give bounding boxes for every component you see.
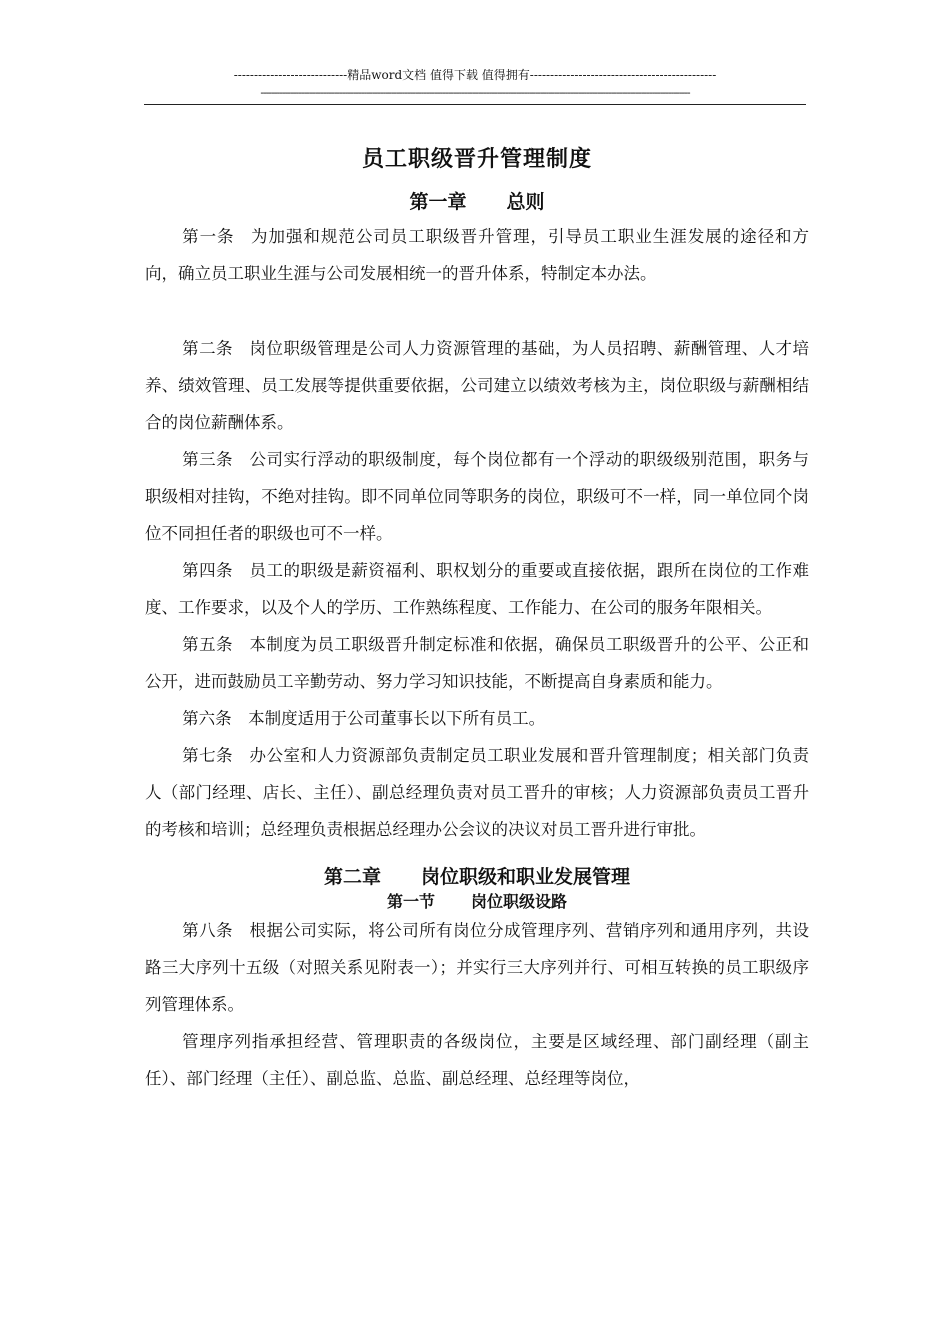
- article-5-label: 第五条: [182, 635, 234, 654]
- document-title: 员工职级晋升管理制度: [361, 146, 592, 172]
- article-1-label: 第一条: [182, 227, 235, 246]
- section-1-heading: [145, 889, 809, 912]
- header-rule: [144, 104, 806, 105]
- chapter-1-heading: [145, 187, 809, 214]
- article-4-label: 第四条: [182, 561, 234, 580]
- article-8-text: 根据公司实际，将公司所有岗位分成管理序列、营销序列和通用序列，共设路三大序列十五级（对照关系见附表一）；并实行三大序列并行、可相互转换的员工职级序列管理体系。: [145, 921, 810, 1014]
- article-7-label: 第七条: [182, 746, 234, 765]
- article-5-text: 本制度为员工职级晋升制定标准和依据，确保员工职级晋升的公平、公正和公开，进而鼓励员工辛勤劳动、努力学习知识技能，不断提高自身素质和能力。: [145, 635, 810, 691]
- article-5: [145, 626, 809, 700]
- header-dashed-line: --------------------------------------------------------------------------------------------------------------------------------------------------------------: [260, 86, 690, 99]
- article-3-label: 第三条: [182, 450, 234, 469]
- article-3-text: 公司实行浮动的职级制度，每个岗位都有一个浮动的职级级别范围，职务与职级相对挂钩，不绝对挂钩。即不同单位同等职务的岗位，职级可不一样，同一单位同个岗位不同担任者的职级也可不一样。: [145, 450, 810, 543]
- article-8-label: 第八条: [182, 921, 234, 940]
- article-7-text: 办公室和人力资源部负责制定员工职业发展和晋升管理制度；相关部门负责人（部门经理、店长、主任）、副总经理负责对员工晋升的审核；人力资源部负责员工晋升的考核和培训；总经理负责根据总经理办公会议的决议对员工晋升进行审批。: [145, 746, 810, 839]
- chapter-1-name: 总则: [506, 191, 545, 213]
- article-2-text: 岗位职级管理是公司人力资源管理的基础，为人员招聘、薪酬管理、人才培养、绩效管理、员工发展等提供重要依据，公司建立以绩效考核为主，岗位职级与薪酬相结合的岗位薪酬体系。: [145, 339, 810, 432]
- paragraph-spacer: [145, 292, 809, 330]
- article-6-text: 本制度适用于公司董事长以下所有员工。: [248, 709, 546, 728]
- article-1: [145, 218, 809, 292]
- section-1-number: 第一节: [386, 892, 435, 911]
- chapter-2-heading: [145, 862, 809, 889]
- chapter-1-number: 第一章: [409, 191, 467, 213]
- article-7: [145, 737, 809, 848]
- article-6: [145, 700, 809, 737]
- chapter-2-name: 岗位职级和职业发展管理: [421, 866, 631, 888]
- chapter-2-number: 第二章: [323, 866, 381, 888]
- article-4: [145, 552, 809, 626]
- header-watermark-line: ----------------------------精品word文档 值得下载 值得拥有----------------------------------------------: [233, 68, 717, 82]
- article-1-text: 为加强和规范公司员工职级晋升管理，引导员工职业生涯发展的途径和方向，确立员工职业生涯与公司发展相统一的晋升体系，特制定本办法。: [145, 227, 810, 283]
- article-8: [145, 912, 809, 1023]
- article-6-label: 第六条: [182, 709, 232, 728]
- article-2-label: 第二条: [182, 339, 234, 358]
- article-2: [145, 330, 809, 441]
- document-body: [145, 136, 809, 1097]
- article-4-text: 员工的职级是薪资福利、职权划分的重要或直接依据，跟所在岗位的工作难度、工作要求，以及个人的学历、工作熟练程度、工作能力、在公司的服务年限相关。: [145, 561, 810, 617]
- article-3: [145, 441, 809, 552]
- management-sequence-paragraph: 管理序列指承担经营、管理职责的各级岗位，主要是区域经理、部门副经理（副主任）、部门经理（主任）、副总监、总监、副总经理、总经理等岗位，: [145, 1032, 809, 1088]
- section-1-name: 岗位职级设路: [471, 892, 568, 911]
